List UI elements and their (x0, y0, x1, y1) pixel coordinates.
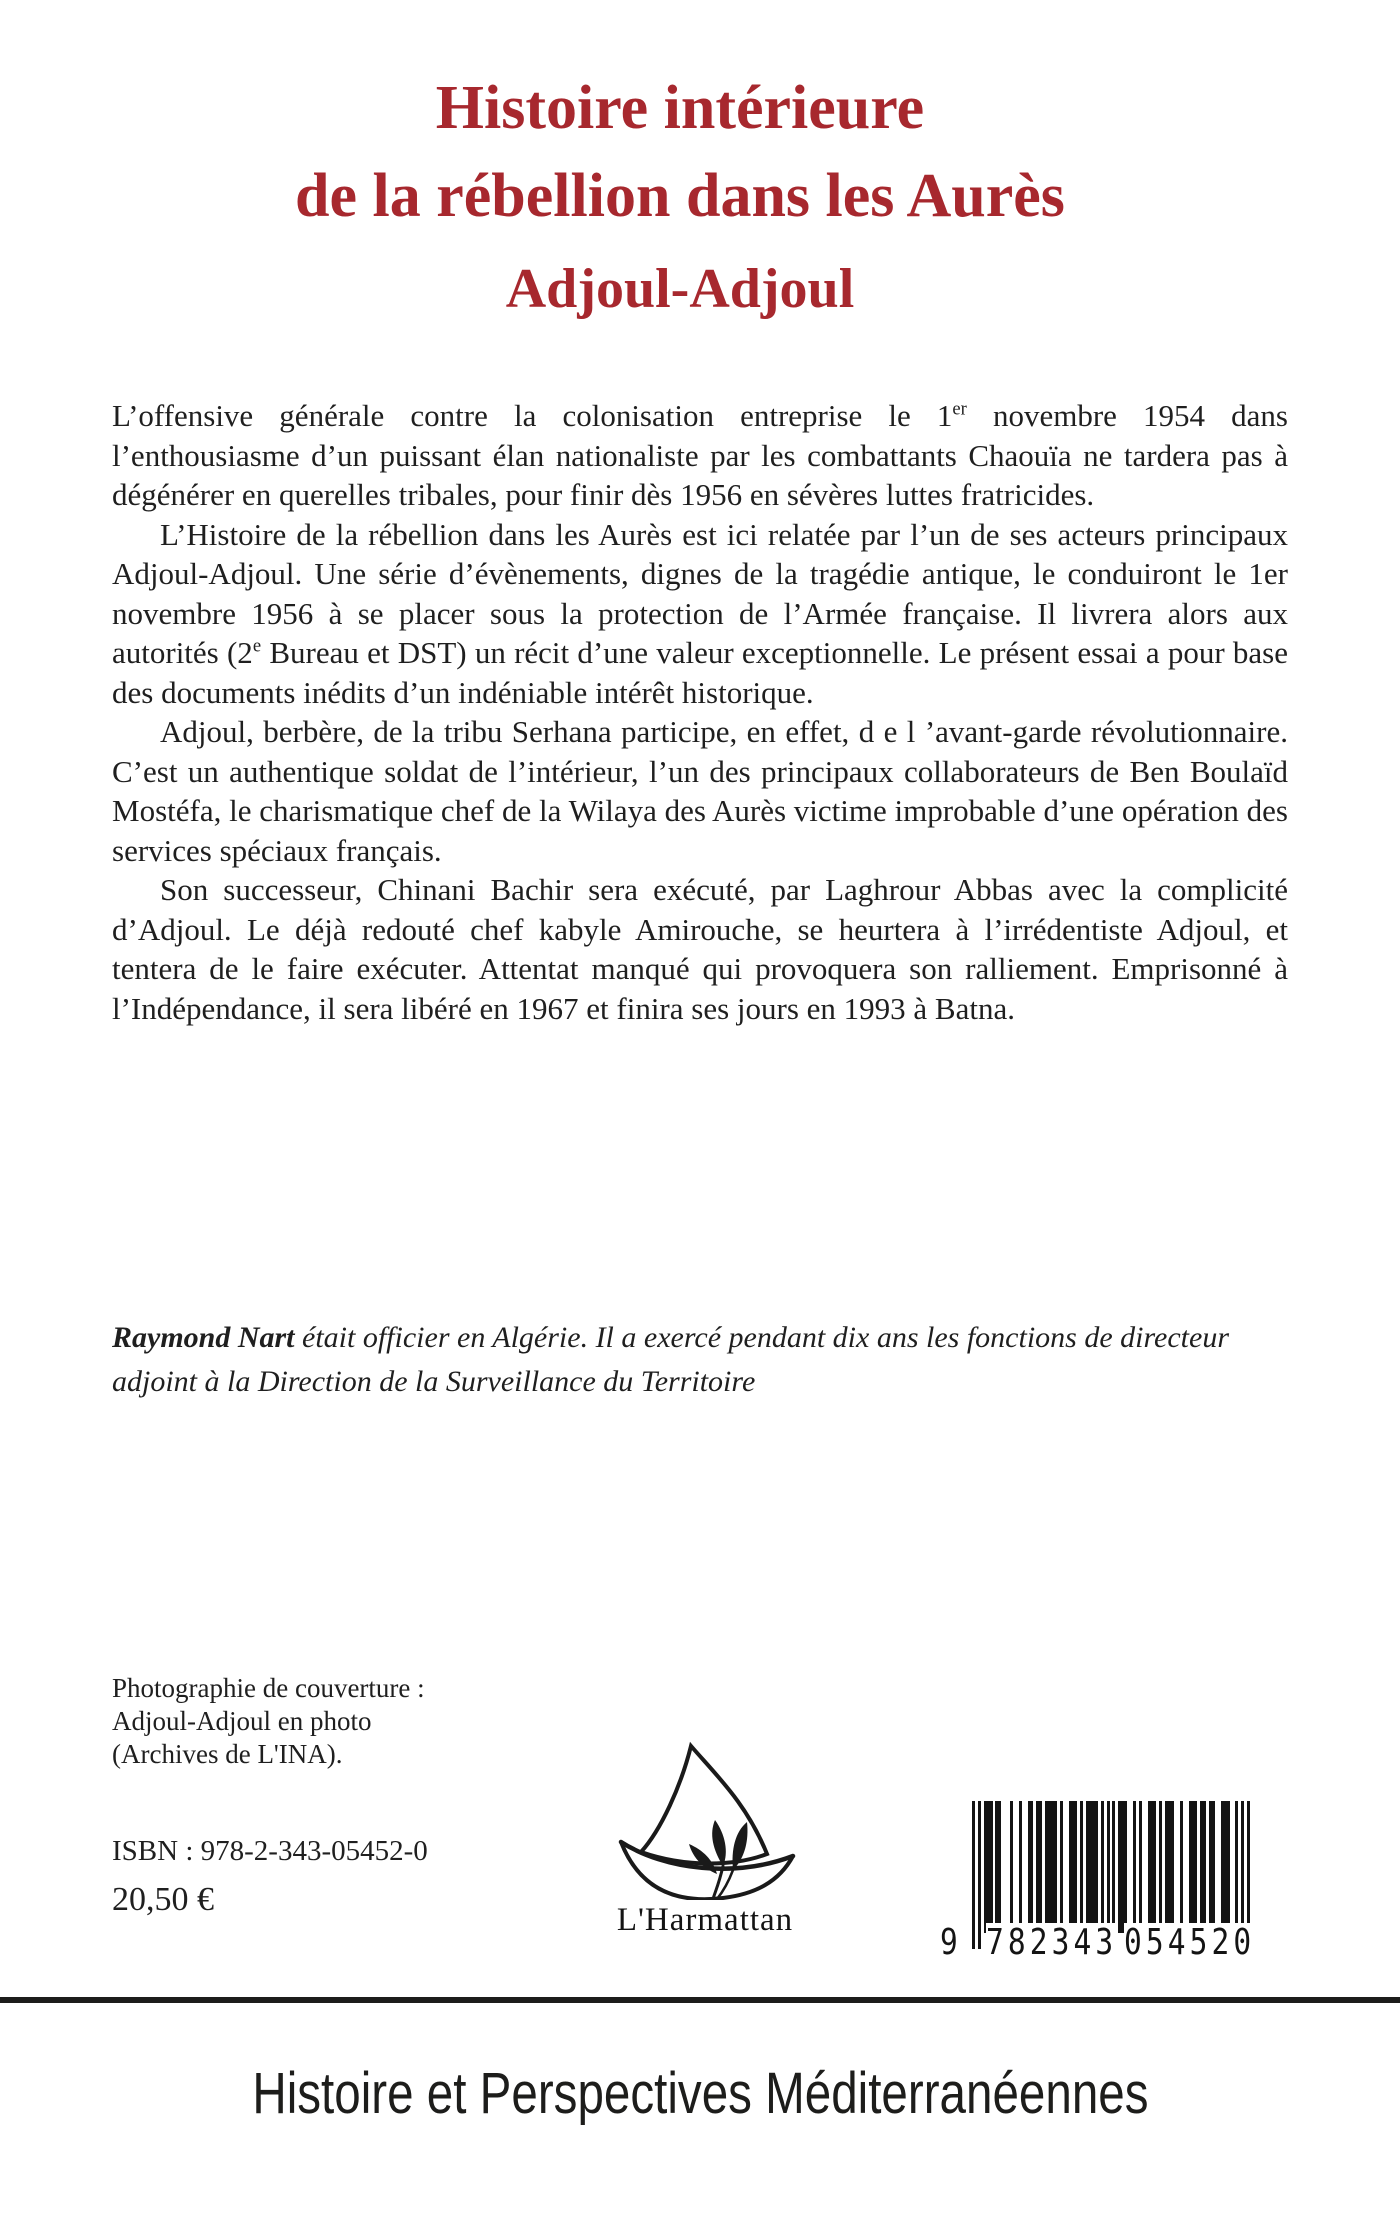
author-bio-text: était officier en Algérie. Il a exercé pendant dix ans les fonctions de directeur adjoint à la Direction de la Surveillance du Territoire (112, 1321, 1229, 1398)
p2-text-rest: Bureau et DST) un récit d’une valeur exceptionnelle. Le présent essai a pour base des documents inédits d’un indéniable intérêt historique. (112, 635, 1288, 710)
p2-text: L’Histoire de la rébellion dans les Aurès est ici relatée par l’un de ses acteurs principaux Adjoul-Adjoul. Une série d’évènements, dignes de la tragédie antique, le conduiront le 1er novembre 1956 à se placer sous la protection de l’Armée française. Il livrera alors aux autorités (2 (112, 516, 1288, 670)
synopsis-paragraph-1 (112, 396, 1288, 515)
p2-superscript: e (252, 635, 262, 657)
photo-credit-line-2: Adjoul-Adjoul en photo (112, 1706, 372, 1736)
barcode-digits-left: 782343 (986, 1922, 1118, 1963)
p1-superscript: er (952, 398, 967, 420)
p1-text: L’offensive générale contre la colonisation entreprise le 1 (112, 398, 953, 433)
photo-credit (112, 1672, 425, 1771)
author-name: Raymond Nart (112, 1321, 295, 1354)
isbn-price-block (112, 1834, 428, 1920)
publisher-logo (600, 1738, 810, 1938)
collection-title: Histoire et Perspectives Méditerranéennes (251, 2061, 1149, 2126)
sailboat-icon (605, 1738, 805, 1900)
author-bio (112, 1316, 1292, 1404)
synopsis-paragraph-3: Adjoul, berbère, de la tribu Serhana participe, en effet, d e l ’avant-garde révolutionnaire. C’est un authentique soldat de l’intérieur, l’un des principaux collaborateurs de Ben Boulaïd Mostéfa, le charismatique chef de la Wilaya des Aurès victime improbable d’une opération des services spéciaux français. (112, 714, 1288, 868)
title-line-2: de la rébellion dans les Aurès (295, 162, 1065, 230)
photo-credit-line-1: Photographie de couverture : (112, 1673, 425, 1703)
book-subtitle: Adjoul-Adjoul (505, 258, 855, 320)
barcode-digit-lead: 9 (940, 1922, 962, 1963)
p1-text-rest: novembre 1954 dans l’enthousiasme d’un puissant élan nationaliste par les combattants Chaouïa ne tardera pas à dégénérer en querelles tribales, pour finir dès 1956 en sévères luttes fratricides. (112, 398, 1288, 512)
title-line-1: Histoire intérieure (435, 74, 925, 142)
synopsis (112, 396, 1288, 1028)
barcode-digits-right: 054520 (1124, 1922, 1256, 1963)
price: 20,50 € (112, 1881, 214, 1918)
collection-banner (0, 2062, 1400, 2126)
book-title (112, 64, 1248, 240)
photo-credit-line-3: (Archives de L'INA). (112, 1739, 343, 1769)
divider-rule (0, 1997, 1400, 2003)
title-block (112, 64, 1288, 326)
synopsis-paragraph-2 (112, 515, 1288, 713)
isbn-number: ISBN : 978-2-343-05452-0 (112, 1835, 428, 1867)
synopsis-paragraph-4: Son successeur, Chinani Bachir sera exécuté, par Laghrour Abbas avec la complicité d’Adjoul. Le déjà redouté chef kabyle Amirouche, se heurtera à l’irrédentiste Adjoul, et tentera de le faire exécuter. Attentat manqué qui provoquera son ralliement. Emprisonné à l’Indépendance, il sera libéré en 1967 et finira ses jours en 1993 à Batna. (112, 872, 1288, 1026)
barcode (940, 1801, 1256, 1966)
publisher-name: L'Harmattan (616, 1902, 794, 1938)
